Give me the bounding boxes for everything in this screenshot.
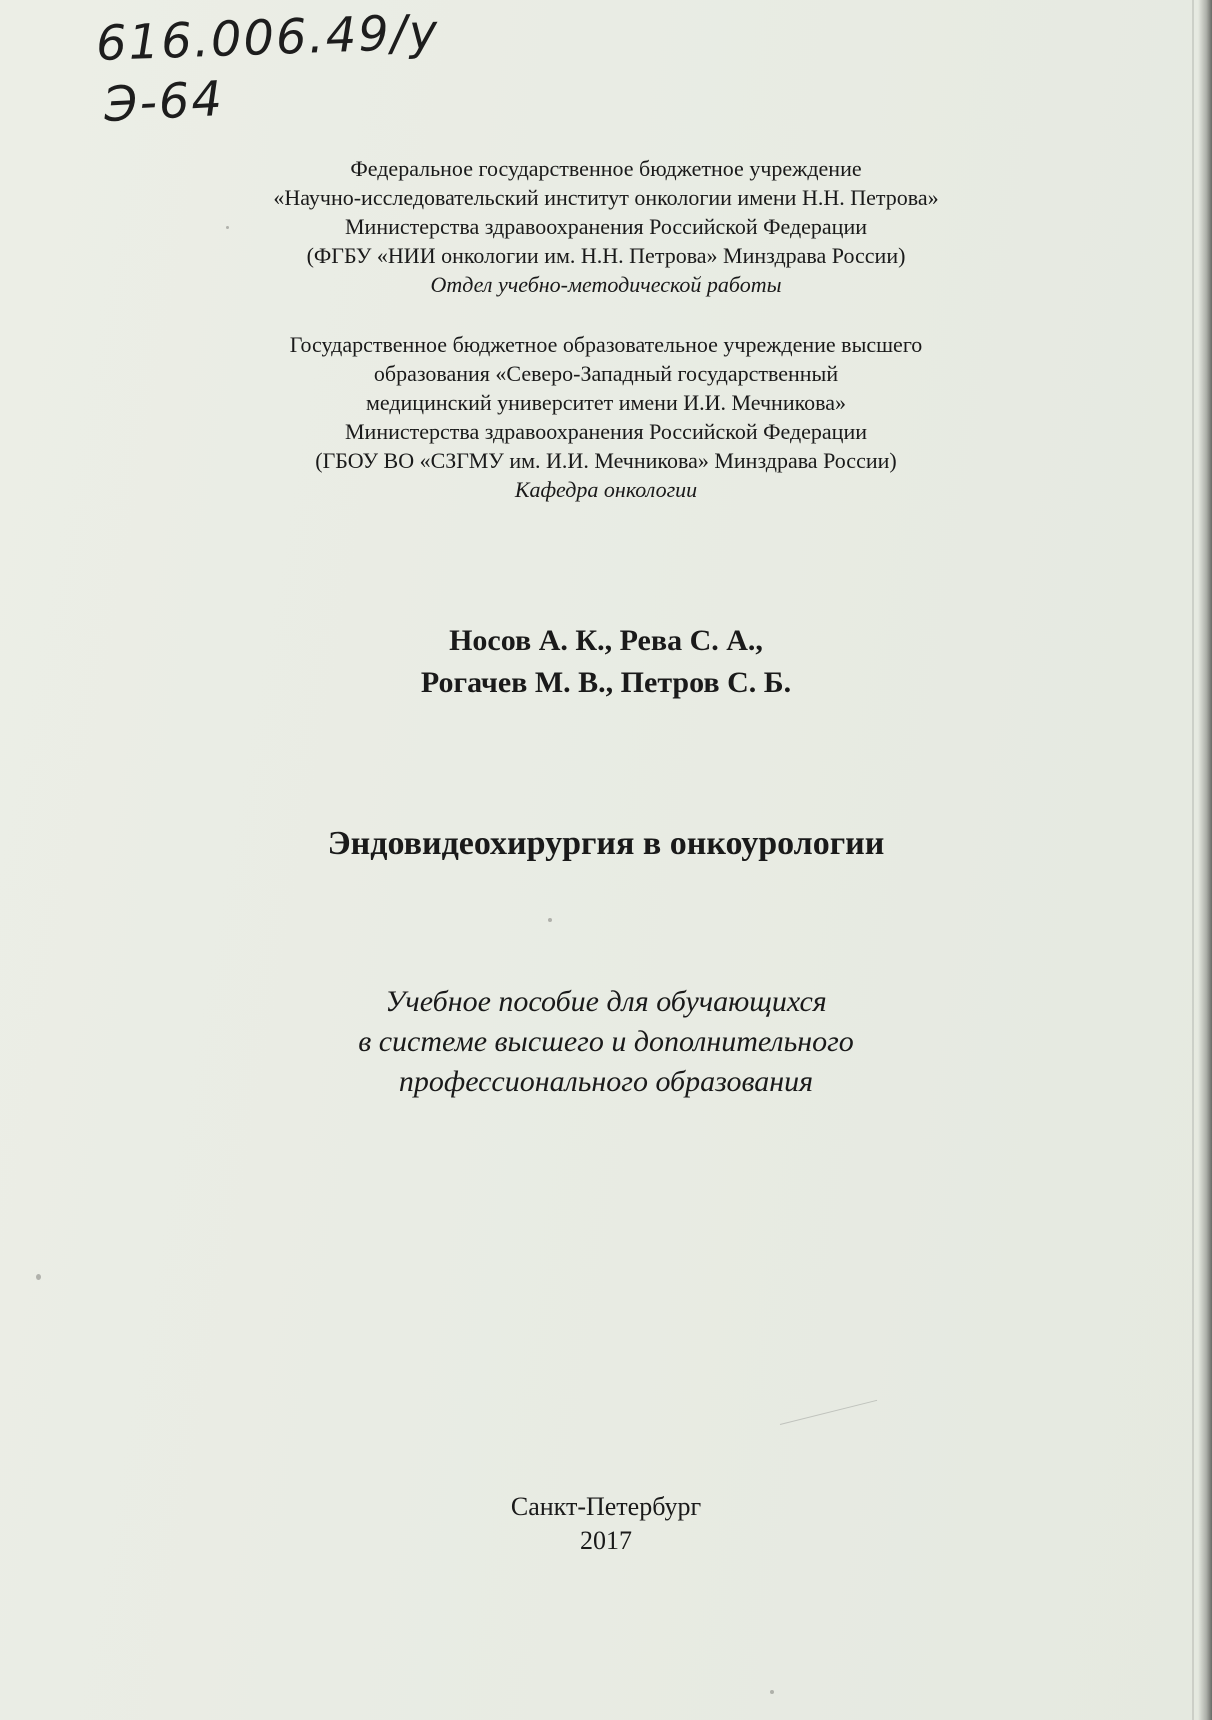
handwritten-author-mark: Э-64 [102,70,226,134]
book-title: Эндовидеохирургия в онкоурологии [327,825,885,862]
institution-1-line: Федеральное государственное бюджетное учреждение [350,156,862,181]
institution-2-line: Государственное бюджетное образовательное учреждение высшего [289,332,923,357]
scan-speck [36,1274,41,1280]
institution-2-line: (ГБОУ ВО «СЗГМУ им. И.И. Мечникова» Минздрава России) [315,448,897,473]
institution-2-line: образования «Северо-Западный государственный [373,361,839,386]
institution-2-department: Кафедра онкологии [514,477,698,502]
subtitle-line: Учебное пособие для обучающихся [385,985,827,1018]
authors-line: Рогачев М. В., Петров С. Б. [420,666,792,699]
subtitle-line: профессионального образования [398,1065,814,1098]
imprint-block [0,1490,1212,1558]
institution-2-line: Министерства здравоохранения Российской Федерации [345,419,867,444]
institution-2-block [0,330,1212,504]
scan-speck [770,1690,774,1694]
scan-scratch [780,1400,877,1425]
publication-city: Санкт-Петербург [510,1492,702,1521]
scan-speck [548,918,552,922]
authors-line: Носов А. К., Рева С. А., [449,624,763,657]
book-subtitle [0,982,1212,1102]
scan-speck [226,226,229,229]
page-edge-shadow [1198,0,1212,1720]
authors-block [0,620,1212,704]
subtitle-line: в системе высшего и дополнительного [358,1025,854,1058]
institution-1-line: (ФГБУ «НИИ онкологии им. Н.Н. Петрова» Минздрава России) [306,243,906,268]
page-edge-line [1192,0,1194,1720]
institution-1-line: «Научно-исследовательский институт онкологии имени Н.Н. Петрова» [273,185,939,210]
institution-2-line: медицинский университет имени И.И. Мечникова» [365,390,847,415]
institution-1-department: Отдел учебно-методической работы [430,272,782,297]
institution-1-block [0,154,1212,299]
institution-1-line: Министерства здравоохранения Российской Федерации [345,214,867,239]
handwritten-classification-code: 616.006.49/у [95,4,441,72]
publication-year: 2017 [580,1526,632,1555]
